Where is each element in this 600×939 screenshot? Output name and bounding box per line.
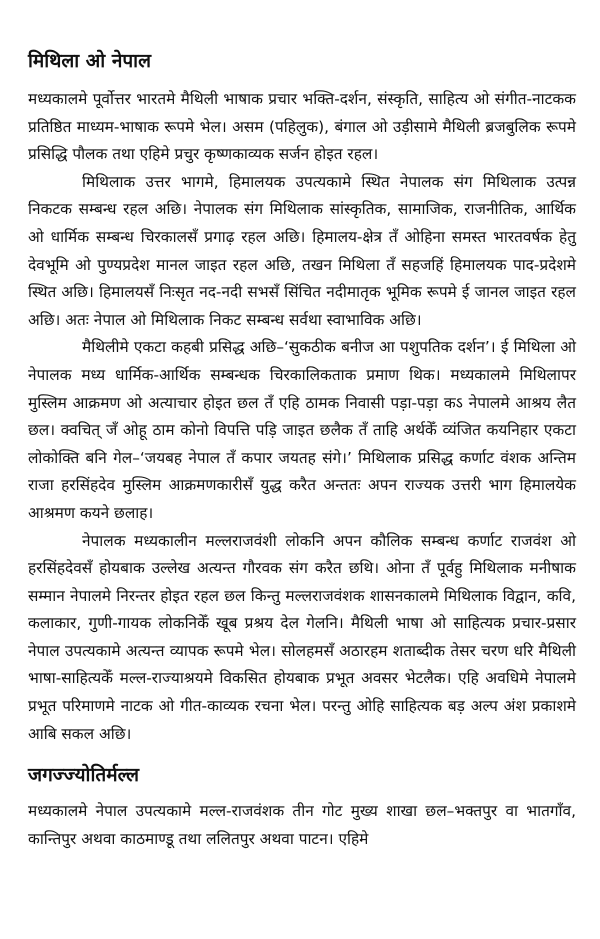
paragraph-5: मध्यकालमे नेपाल उपत्यकामे मल्ल-राजवंशक तीन गोट मुख्य शाखा छल–भक्तपुर वा भातगाँव, कान्तिपुर अथवा काठमाण्डू तथा ललितपुर अथवा पाटन। एहिमे (28, 802, 576, 848)
paragraph-4: नेपालक मध्यकालीन मल्लराजवंशी लोकनि अपन कौलिक सम्बन्ध कर्णाट राजवंश ओ हरसिंहदेवसँ होयबाक उल्लेख अत्यन्त गौरवक संग करैत छथि। ओना तँ पूर्वहु मिथिलाक मनीषाक सम्मान नेपालमे निरन्तर होइत रहल छल किन्तु मल्लराजवंशक शासनकालमे मिथिलाक विद्वान, कवि, कलाकार, गुणी-गायक लोकनिकेँ खूब प्रश्रय देल गेलनि। मैथिली भाषा ओ साहित्यक प्रचार-प्रसार नेपाल उपत्यकामे अत्यन्त व्यापक रूपमे भेल। सोलहमसँ अठारहम शताब्दीक तेसर चरण धरि मैथिली भाषा-साहित्यकेँ मल्ल-राज्याश्रयमे विकसित होयबाक प्रभूत अवसर भेटलैक। एहि अवधिमे नेपालमे प्रभूत परिमाणमे नाटक ओ गीत-काव्यक रचना भेल। परन्तु ओहि साहित्यक बड़ अल्प अंश प्रकाशमे आबि सकल अछि। (28, 531, 576, 743)
document-page (28, 48, 576, 853)
paragraph-1: मध्यकालमे पूर्वोत्तर भारतमे मैथिली भाषाक प्रचार भक्ति-दर्शन, संस्कृति, साहित्य ओ संगीत-नाटकक प्रतिष्ठित माध्यम-भाषाक रूपमे भेल। असम (पहिलुक), बंगाल ओ उड़ीसामे मैथिली ब्रजबुलिक रूपमे प्रसिद्धि पौलक तथा एहिमे प्रचुर कृष्णकाव्यक सर्जन होइत रहल। (28, 90, 576, 164)
paragraph-3: मैथिलीमे एकटा कहबी प्रसिद्ध अछि–‘सुकठीक बनीज आ पशुपतिक दर्शन’। ई मिथिला ओ नेपालक मध्य धार्मिक-आर्थिक सम्बन्धक चिरकालिकताक प्रमाण थिक। मध्यकालमे मिथिलापर मुस्लिम आक्रमण ओ अत्याचार होइत छल तँ एहि ठामक निवासी पड़ा-पड़ा कऽ नेपालमे आश्रय लैत छल। क्वचित् जँ ओहू ठाम कोनो विपत्ति पड़ि जाइत छलैक तँ ताहि अर्थकेँ व्यंजित कयनिहार एकटा लोकोक्ति बनि गेल–‘जयबह नेपाल तँ कपार जयतह संगे।’ मिथिलाक प्रसिद्ध कर्णाट वंशक अन्तिम राजा हरसिंहदेव मुस्लिम आक्रमणकारीसँ युद्ध करैत अन्ततः अपन राज्यक उत्तरी भाग हिमालयेक आश्रमण कयने छलाह। (28, 338, 576, 522)
section-heading-jagajjyotirmalla: जगज्ज्योतिर्मल्ल (28, 764, 140, 787)
paragraph-2: मिथिलाक उत्तर भागमे, हिमालयक उपत्यकामे स्थित नेपालक संग मिथिलाक उत्पन्न निकटक सम्बन्ध रहल अछि। नेपालक संग मिथिलाक सांस्कृतिक, सामाजिक, राजनीतिक, आर्थिक ओ धार्मिक सम्बन्ध चिरकालसँ प्रगाढ़ रहल अछि। हिमालय-क्षेत्र तँ ओहिना समस्त भारतवर्षक हेतु देवभूमि ओ पुण्यप्रदेश मानल जाइत रहल अछि, तखन मिथिला तँ सहजहिं हिमालयक पाद-प्रदेशमे स्थित अछि। हिमालयसँ निःसृत नद-नदी सभसँ सिंचित नदीमातृक भूमिक रूपमे ई जानल जाइत रहल अछि। अतः नेपाल ओ मिथिलाक निकट सम्बन्ध सर्वथा स्वाभाविक अछि। (28, 172, 576, 329)
section-heading-mithila-o-nepal: मिथिला ओ नेपाल (28, 50, 151, 72)
